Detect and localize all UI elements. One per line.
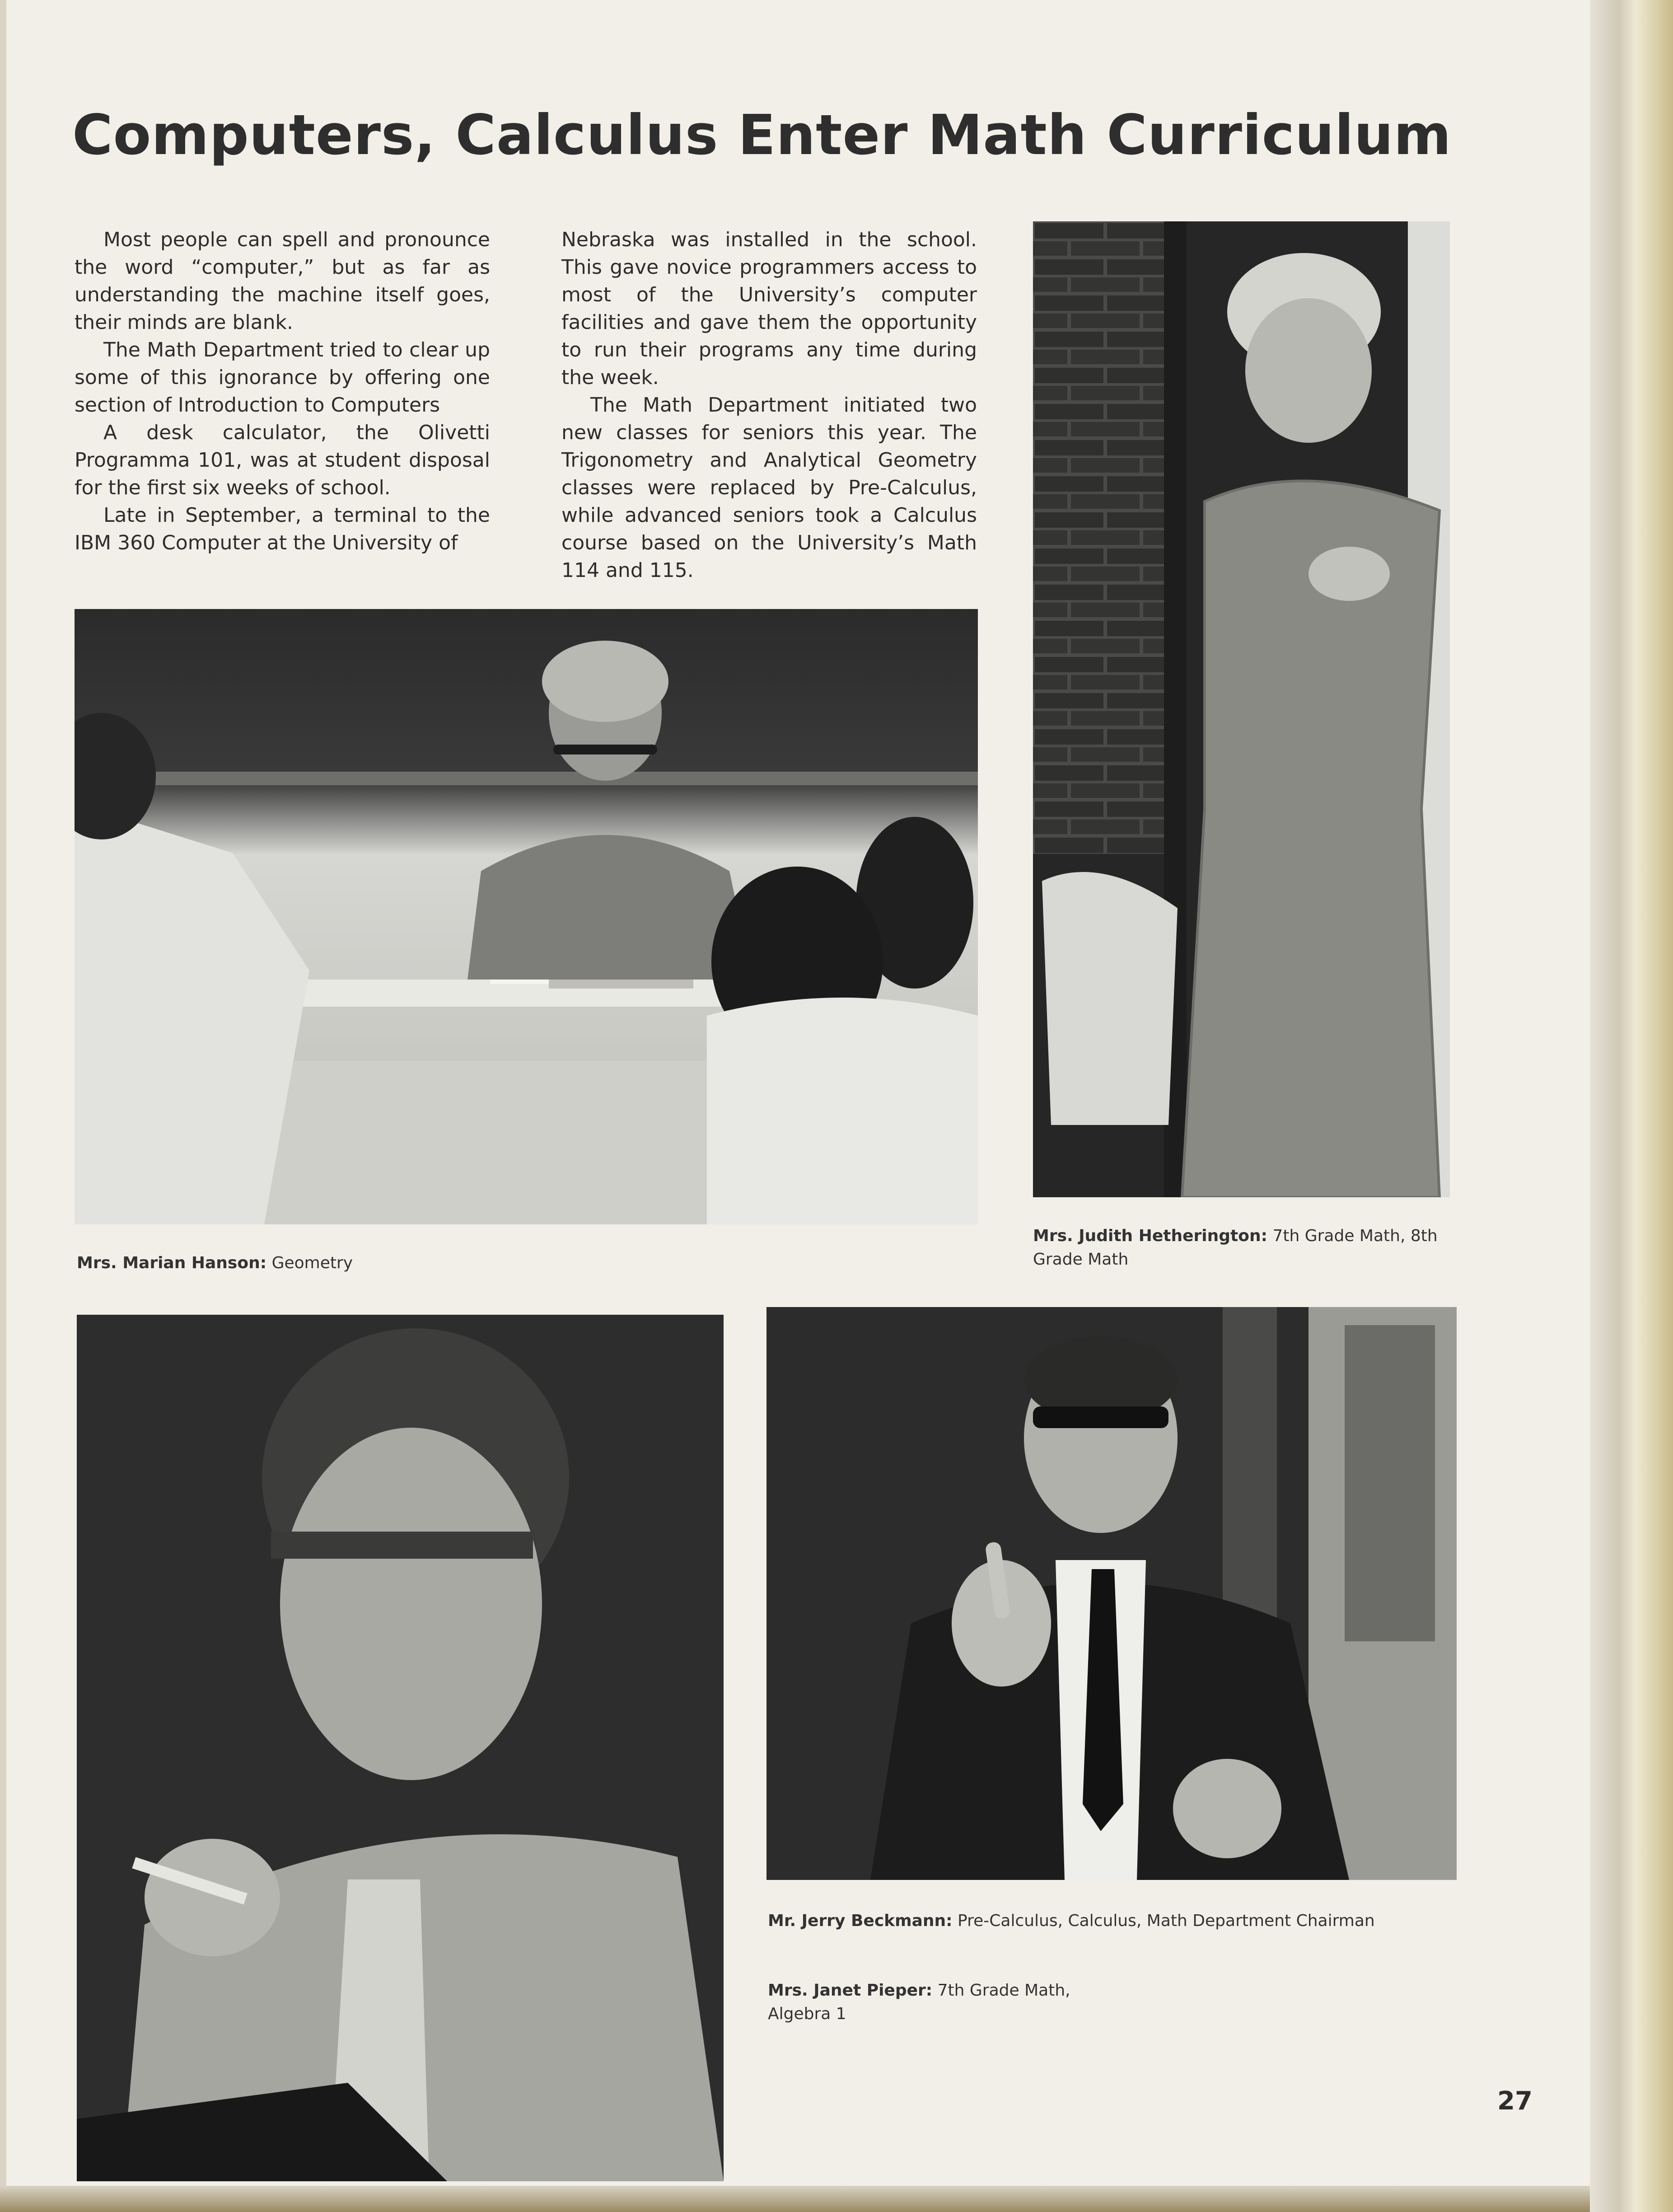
photo-jerry-beckmann: [766, 1307, 1457, 1880]
article-column-2: [561, 226, 977, 584]
paragraph: Nebraska was installed in the school. This gave novice programmers access to most of the University’s computer facilities and gave them the opportunity to run their programs any time during the week.: [561, 228, 977, 389]
caption-janet-pieper: [768, 1979, 1084, 2026]
article-title: Computers, Calculus Enter Math Curriculum: [72, 103, 1452, 167]
paragraph: The Math Department initiated two new classes for seniors this year. The Trigonometry and Analytical Geometry classes were replaced by Pre-Calculus, while advanced seniors took a Calculus course based on the University’s Math 114 and 115.: [561, 394, 977, 582]
paragraph: A desk calculator, the Olivetti Programma 101, was at student disposal for the first six weeks of school.: [75, 421, 490, 499]
page-number: 27: [1497, 2086, 1533, 2116]
caption-subjects: 7th Grade Math, Algebra 1: [768, 1981, 1070, 2023]
caption-judith-hetherington: [1033, 1224, 1485, 1271]
paragraph: The Math Department tried to clear up some of this ignorance by offering one section of Introduction to Computers: [75, 338, 490, 417]
caption-name: Mrs. Judith Hetherington:: [1033, 1227, 1267, 1245]
page-left-edge: [0, 0, 6, 2212]
photo-janet-pieper: [77, 1315, 724, 2181]
caption-jerry-beckmann: [768, 1909, 1375, 1933]
caption-name: Mrs. Marian Hanson:: [77, 1254, 267, 1272]
caption-name: Mrs. Janet Pieper:: [768, 1981, 933, 2000]
caption-subjects: 7th Grade Math, 8th Grade Math: [1033, 1227, 1438, 1269]
paragraph: Late in September, a terminal to the IBM 360 Computer at the University of: [75, 504, 490, 554]
page-bottom-edge: [0, 2186, 1590, 2212]
book-binding-edge: [1590, 0, 1673, 2212]
caption-name: Mr. Jerry Beckmann:: [768, 1912, 953, 1930]
paragraph: Most people can spell and pronounce the word “computer,” but as far as understanding the machine itself goes, their minds are blank.: [75, 228, 490, 334]
caption-subjects: Pre-Calculus, Calculus, Math Department Chairman: [958, 1912, 1375, 1930]
photo-marian-hanson: [75, 609, 978, 1224]
article-column-1: [75, 226, 490, 557]
caption-marian-hanson: [77, 1251, 353, 1275]
photo-judith-hetherington: [1033, 221, 1450, 1197]
caption-subjects: Geometry: [271, 1254, 353, 1272]
